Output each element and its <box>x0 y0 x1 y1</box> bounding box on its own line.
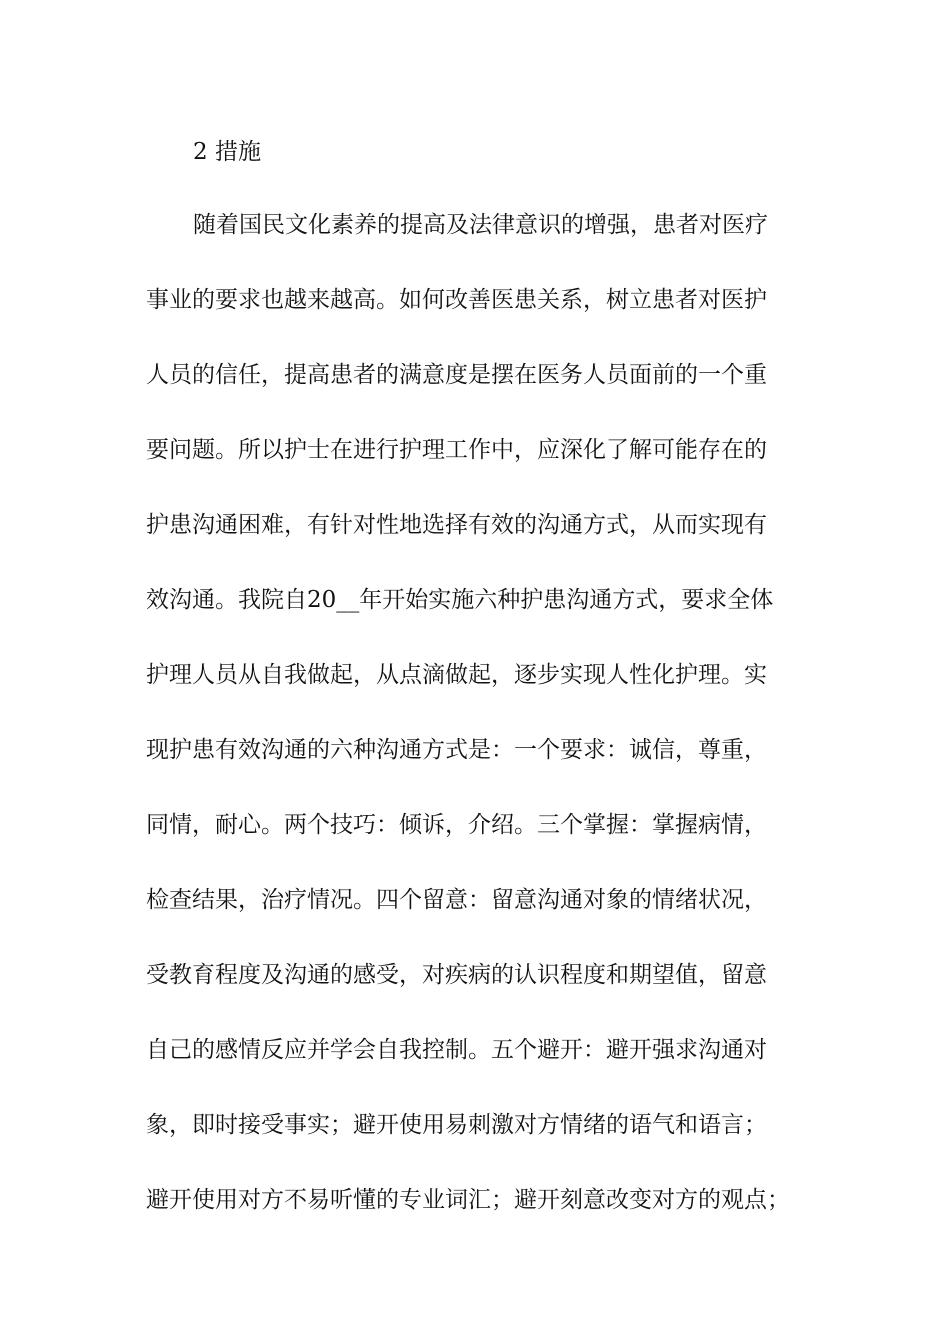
paragraph-line: 避开使用对方不易听懂的专业词汇；避开刻意改变对方的观点； <box>146 1187 790 1213</box>
paragraph-line: 护患沟通困难，有针对性地选择有效的沟通方式，从而实现有 <box>146 512 767 538</box>
paragraph-line: 护理人员从自我做起，从点滴做起，逐步实现人性化护理。实 <box>146 662 767 688</box>
paragraph-line: 效沟通。我院自20__年开始实施六种护患沟通方式，要求全体 <box>146 587 774 613</box>
paragraph-line: 自己的感情反应并学会自我控制。五个避开：避开强求沟通对 <box>146 1037 767 1063</box>
paragraph-line: 事业的要求也越来越高。如何改善医患关系，树立患者对医护 <box>146 287 767 313</box>
paragraph-line: 同情，耐心。两个技巧：倾诉，介绍。三个掌握：掌握病情， <box>146 812 767 838</box>
paragraph-line: 随着国民文化素养的提高及法律意识的增强，患者对医疗 <box>193 212 768 238</box>
paragraph-line: 现护患有效沟通的六种沟通方式是：一个要求：诚信，尊重， <box>146 737 767 763</box>
section-heading: 2 措施 <box>193 139 261 165</box>
paragraph-line: 人员的信任，提高患者的满意度是摆在医务人员面前的一个重 <box>146 362 767 388</box>
paragraph-line: 要问题。所以护士在进行护理工作中，应深化了解可能存在的 <box>146 437 767 463</box>
paragraph-line: 检查结果，治疗情况。四个留意：留意沟通对象的情绪状况， <box>146 887 767 913</box>
paragraph-line: 象，即时接受事实；避开使用易刺激对方情绪的语气和语言； <box>146 1112 767 1138</box>
paragraph-line: 受教育程度及沟通的感受，对疾病的认识程度和期望值，留意 <box>146 962 767 988</box>
